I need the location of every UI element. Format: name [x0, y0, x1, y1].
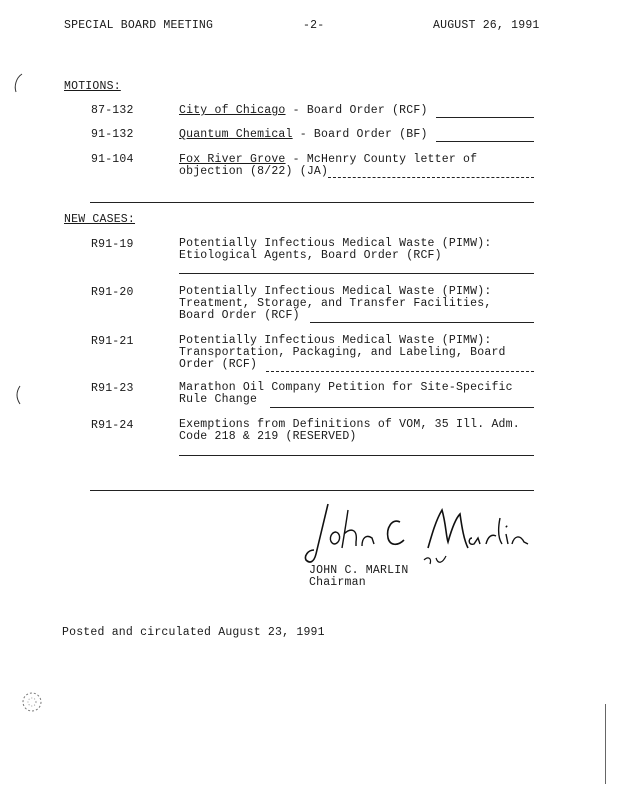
- header-date: AUGUST 26, 1991: [433, 19, 540, 32]
- case-number: R91-24: [91, 419, 134, 432]
- motion-description-cont: objection (8/22) (JA): [179, 165, 329, 178]
- case-number: R91-19: [91, 238, 134, 251]
- section-divider: [90, 490, 534, 491]
- motion-item: [179, 128, 428, 141]
- header-title: SPECIAL BOARD MEETING: [64, 19, 214, 32]
- blank-line: [266, 371, 534, 372]
- case-number: R91-20: [91, 286, 134, 299]
- stamp-smudge: [20, 690, 44, 714]
- case-line: Marathon Oil Company Petition for Site-Specific: [179, 381, 513, 394]
- motion-item: [179, 104, 428, 117]
- motion-number: 87-132: [91, 104, 134, 117]
- blank-line: [328, 177, 534, 178]
- blank-line: [310, 322, 534, 323]
- motion-description: - Board Order (RCF): [285, 104, 428, 117]
- new-cases-heading: NEW CASES:: [64, 213, 136, 226]
- motion-party: City of Chicago: [179, 104, 286, 117]
- blank-line: [179, 273, 534, 274]
- motions-heading: MOTIONS:: [64, 80, 121, 93]
- signer-title: Chairman: [309, 576, 366, 589]
- case-line: Exemptions from Definitions of VOM, 35 Ill. Adm.: [179, 418, 520, 431]
- case-line: Treatment, Storage, and Transfer Facilities,: [179, 297, 492, 310]
- case-number: R91-23: [91, 382, 134, 395]
- posted-notice: Posted and circulated August 23, 1991: [62, 626, 325, 639]
- case-line: Order (RCF): [179, 358, 258, 371]
- case-line: Rule Change: [179, 393, 258, 406]
- blank-line: [270, 407, 534, 408]
- motion-number: 91-104: [91, 153, 134, 166]
- blank-line: [436, 141, 534, 142]
- case-line: Potentially Infectious Medical Waste (PIMW):: [179, 237, 492, 250]
- case-line: Potentially Infectious Medical Waste (PIMW):: [179, 334, 492, 347]
- blank-line: [436, 117, 534, 118]
- case-line: Etiological Agents, Board Order (RCF): [179, 249, 442, 262]
- motion-description: - McHenry County letter of: [285, 153, 478, 166]
- edge-mark: [605, 704, 606, 784]
- case-line: Board Order (RCF): [179, 309, 300, 322]
- page-number: -2-: [303, 19, 325, 32]
- signer-name: JOHN C. MARLIN: [309, 564, 409, 577]
- case-line: Potentially Infectious Medical Waste (PIMW):: [179, 285, 492, 298]
- blank-line: [179, 455, 534, 456]
- case-line: Code 218 & 219 (RESERVED): [179, 430, 357, 443]
- motion-number: 91-132: [91, 128, 134, 141]
- case-number: R91-21: [91, 335, 134, 348]
- motion-description: - Board Order (BF): [292, 128, 428, 141]
- section-divider: [90, 202, 534, 203]
- margin-mark: [10, 72, 26, 94]
- margin-mark: [12, 384, 24, 406]
- motion-party: Fox River Grove: [179, 153, 286, 166]
- case-line: Transportation, Packaging, and Labeling, Board: [179, 346, 506, 359]
- motion-party: Quantum Chemical: [179, 128, 293, 141]
